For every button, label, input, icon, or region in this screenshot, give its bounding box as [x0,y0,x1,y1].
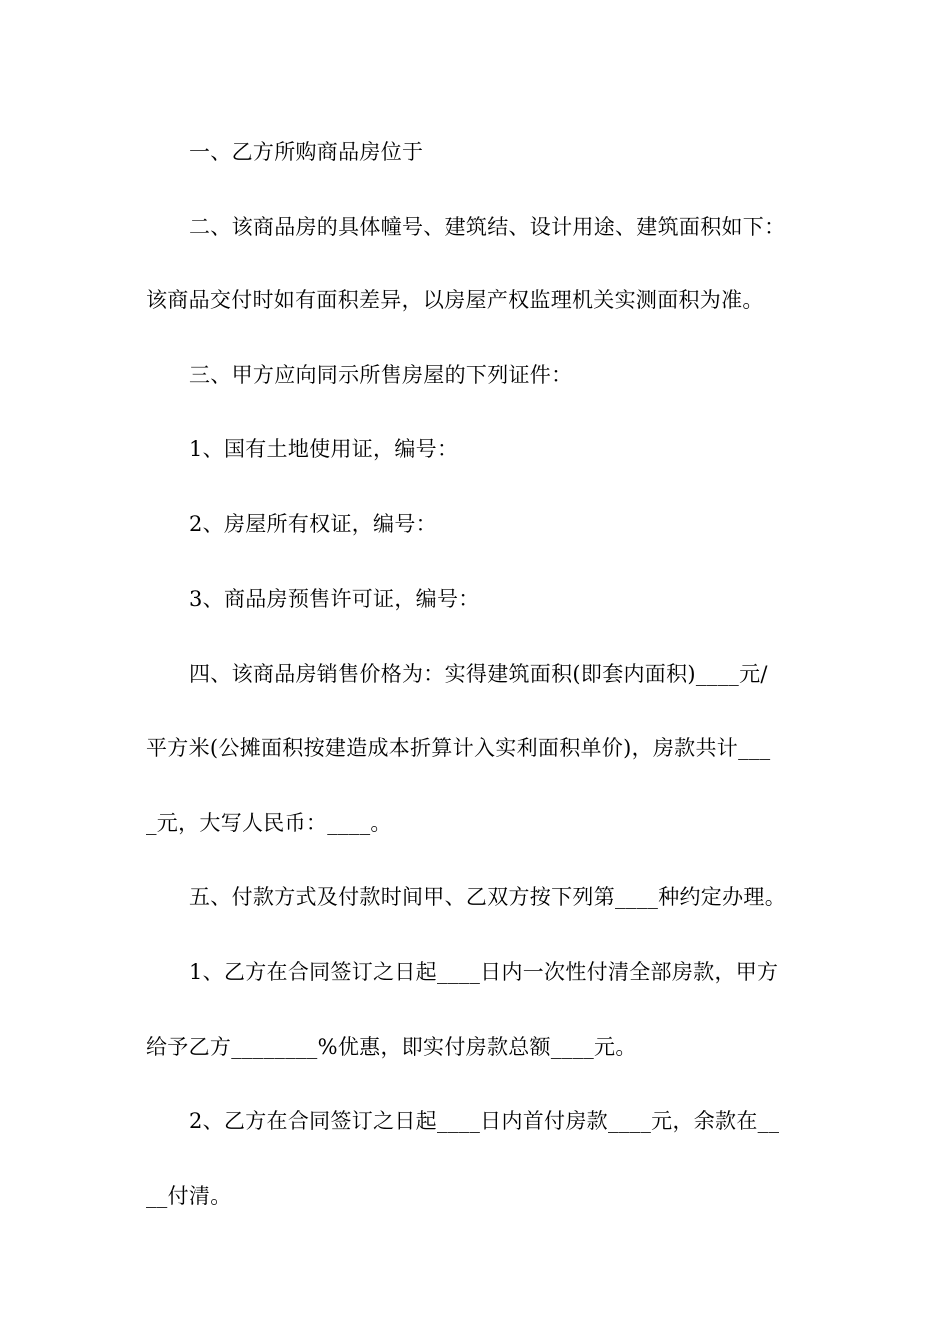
clause-4-price: 四、该商品房销售价格为：实得建筑面积(即套内面积)____元/ [189,662,768,686]
doc-item-land-cert: 1、国有土地使用证，编号： [189,437,459,461]
clause-2-area-note: 该商品交付时如有面积差异，以房屋产权监理机关实测面积为准。 [146,288,764,312]
clause-4-price-cont: 平方米(公摊面积按建造成本折算计入实利面积单价)，房款共计___ [146,736,771,760]
doc-item-presale-permit: 3、商品房预售许可证，编号： [189,587,480,611]
payment-option-1: 1、乙方在合同签订之日起____日内一次性付清全部房款，甲方 [189,960,779,984]
payment-option-1-cont: 给予乙方________%优惠，即实付房款总额____元。 [146,1035,637,1059]
clause-5-payment: 五、付款方式及付款时间甲、乙双方按下列第____种约定办理。 [189,885,786,909]
clause-3-documents: 三、甲方应向同示所售房屋的下列证件： [189,363,573,387]
payment-option-2-cont: __付清。 [146,1184,232,1208]
clause-4-price-end: _元，大写人民币：____。 [146,811,392,835]
payment-option-2: 2、乙方在合同签订之日起____日内首付房款____元，余款在__ [189,1109,780,1133]
doc-item-ownership-cert: 2、房屋所有权证，编号： [189,512,437,536]
clause-2-details: 二、该商品房的具体幢号、建筑结、设计用途、建筑面积如下： [189,215,786,239]
clause-1-location: 一、乙方所购商品房位于 [189,140,424,164]
